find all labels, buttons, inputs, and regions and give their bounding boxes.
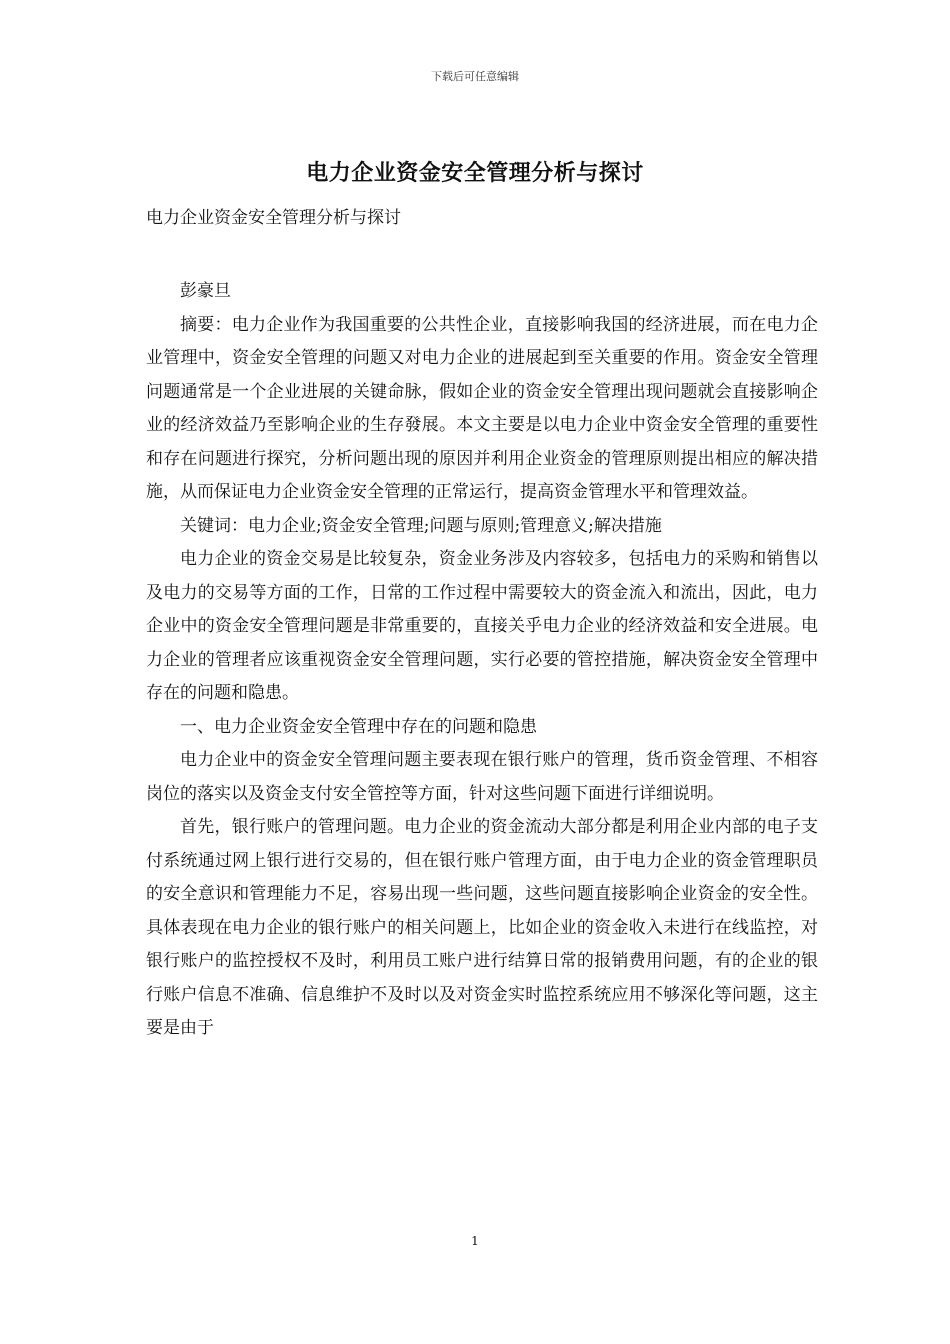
intro-paragraph: 电力企业的资金交易是比较复杂，资金业务涉及内容较多，包括电力的采购和销售以及电力的交易等方面的工作，日常的工作过程中需要较大的资金流入和流出，因此，电力企业中的资金安全管理问题是非常重要的，直接关乎电力企业的经济效益和安全进展。电力企业的管理者应该重视资金安全管理问题，实行必要的管控措施，解决资金安全管理中存在的问题和隐患。 (146, 549, 818, 703)
author: 彭豪旦 (180, 281, 231, 301)
header-note: 下载后可任意编辑 (431, 70, 519, 83)
body-paragraph: 电力企业中的资金安全管理问题主要表现在银行账户的管理，货币资金管理、不相容岗位的落实以及资金支付安全管控等方面，针对这些问题下面进行详细说明。 (146, 750, 818, 804)
section-heading-1: 一、电力企业资金安全管理中存在的问题和隐患 (180, 716, 537, 737)
abstract-paragraph: 摘要：电力企业作为我国重要的公共性企业，直接影响我国的经济进展，而在电力企业管理中，资金安全管理的问题又对电力企业的进展起到至关重要的作用。资金安全管理问题通常是一个企业进展的关键命脉，假如企业的资金安全管理出现问题就会直接影响企业的经济效益乃至影响企业的生存發展。本文主要是以电力企业中资金安全管理的重要性和存在问题进行探究，分析问题出现的原因并利用企业资金的管理原则提出相应的解决措施，从而保证电力企业资金安全管理的正常运行，提高资金管理水平和管理效益。 (146, 314, 818, 502)
keywords-paragraph: 关键词：电力企业;资金安全管理;问题与原则;管理意义;解决措施 (180, 515, 662, 536)
document-title: 电力企业资金安全管理分析与探讨 (306, 160, 644, 186)
document-body (146, 275, 818, 1046)
body-paragraph: 首先，银行账户的管理问题。电力企业的资金流动大部分都是利用企业内部的电子支付系统通过网上银行进行交易的，但在银行账户管理方面，由于电力企业的资金管理职员的安全意识和管理能力不足，容易出现一些问题，这些问题直接影响企业资金的安全性。具体表现在电力企业的银行账户的相关问题上，比如企业的资金收入未进行在线监控，对银行账户的监控授权不及时，利用员工账户进行结算日常的报销费用问题，有的企业的银行账户信息不准确、信息维护不及时以及对资金实时监控系统应用不够深化等问题，这主要是由于 (146, 817, 818, 1038)
page-number: 1 (471, 1234, 479, 1248)
document-subtitle: 电力企业资金安全管理分析与探讨 (146, 208, 401, 228)
